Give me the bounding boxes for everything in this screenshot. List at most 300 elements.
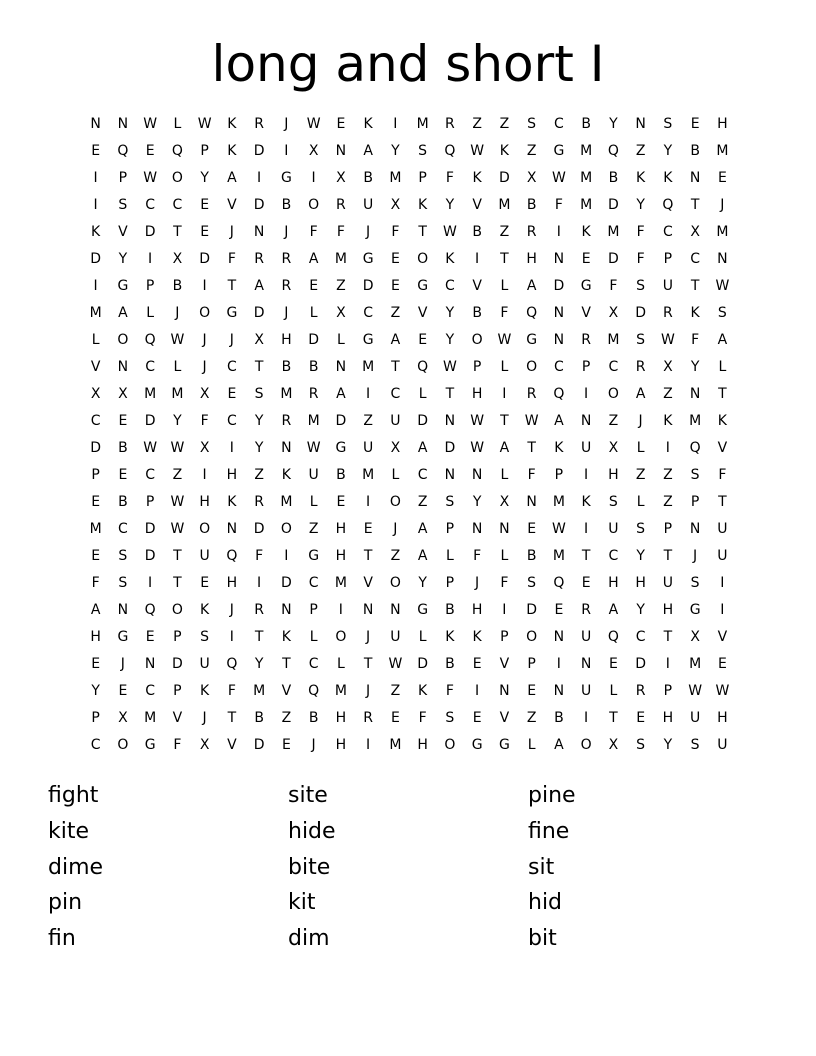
grid-letter: N (390, 602, 401, 618)
grid-letter: I (584, 521, 589, 537)
grid-letter: K (472, 170, 482, 186)
grid-letter: M (498, 197, 511, 213)
grid-letter: D (90, 440, 102, 456)
grid-letter: I (284, 143, 289, 159)
grid-letter: L (609, 683, 618, 699)
grid-letter: Z (635, 143, 646, 159)
grid-letter: Q (689, 440, 701, 456)
grid-letter: D (498, 170, 510, 186)
grid-letter: G (362, 251, 374, 267)
grid-letter: M (334, 683, 347, 699)
grid-row (82, 219, 736, 246)
grid-letter: N (499, 521, 510, 537)
grid-letter: S (445, 710, 455, 726)
grid-letter: K (281, 467, 291, 483)
grid-letter: Q (553, 575, 565, 591)
grid-letter: B (281, 359, 292, 375)
grid-letter: F (500, 575, 509, 591)
grid-letter: K (418, 197, 428, 213)
grid-letter: Q (553, 386, 565, 402)
grid-letter: Z (635, 467, 646, 483)
grid-letter: Y (391, 143, 400, 159)
grid-letter: E (336, 494, 346, 510)
grid-letter: T (581, 548, 591, 564)
grid-letter: I (311, 170, 316, 186)
grid-letter: R (635, 683, 646, 699)
grid-letter: E (608, 656, 618, 672)
grid-letter: Z (254, 467, 264, 483)
grid-letter: I (584, 386, 589, 402)
grid-letter: L (500, 359, 509, 375)
grid-letter: H (662, 602, 674, 618)
grid-letter: R (445, 116, 455, 132)
grid-letter: B (445, 602, 455, 618)
grid-letter: Z (499, 116, 510, 132)
grid-letter: K (581, 494, 591, 510)
grid-letter: I (584, 467, 589, 483)
grid-letter: N (689, 521, 701, 537)
grid-letter: D (90, 251, 102, 267)
grid-letter: E (581, 251, 591, 267)
grid-letter: K (717, 413, 727, 429)
grid-row (82, 462, 736, 489)
grid-letter: I (202, 278, 207, 294)
word-list-item: fine (528, 818, 570, 844)
grid-letter: N (553, 305, 565, 321)
grid-letter: C (226, 413, 237, 429)
grid-letter: U (199, 548, 210, 564)
grid-letter: B (526, 548, 537, 564)
grid-letter: F (391, 224, 400, 240)
grid-letter: X (118, 710, 128, 726)
grid-letter: Y (690, 359, 700, 375)
grid-row (82, 516, 736, 543)
grid-letter: A (554, 413, 564, 429)
grid-letter: K (418, 683, 428, 699)
grid-letter: R (581, 332, 591, 348)
grid-letter: W (388, 656, 403, 672)
grid-letter: F (227, 683, 236, 699)
grid-letter: L (173, 116, 182, 132)
grid-letter: G (580, 278, 592, 294)
grid-letter: J (366, 629, 371, 645)
grid-letter: M (89, 521, 102, 537)
grid-letter: O (171, 602, 183, 618)
grid-letter: H (717, 116, 728, 132)
grid-letter: F (227, 251, 236, 267)
grid-letter: K (445, 629, 455, 645)
grid-letter: C (608, 548, 619, 564)
grid-letter: X (499, 494, 510, 510)
grid-letter: X (199, 737, 210, 753)
grid-letter: W (170, 521, 185, 537)
grid-letter: M (580, 197, 593, 213)
grid-row (82, 489, 736, 516)
grid-letter: I (502, 386, 507, 402)
word-list-item: bit (528, 926, 557, 952)
grid-letter: C (553, 359, 564, 375)
grid-letter: F (554, 197, 563, 213)
grid-letter: C (90, 737, 101, 753)
grid-letter: I (393, 116, 398, 132)
page-title: long and short I (211, 35, 605, 93)
grid-row (82, 435, 736, 462)
grid-letter: Z (526, 710, 537, 726)
grid-letter: M (280, 386, 293, 402)
grid-letter: L (309, 305, 318, 321)
grid-letter: V (472, 278, 482, 294)
grid-letter: X (690, 629, 700, 645)
grid-letter: G (144, 737, 156, 753)
grid-letter: S (418, 143, 428, 159)
grid-letter: W (497, 332, 512, 348)
grid-letter: T (690, 197, 700, 213)
grid-letter: R (526, 224, 537, 240)
word-list-item: sit (528, 854, 555, 880)
grid-letter: S (690, 575, 700, 591)
grid-letter: N (335, 143, 347, 159)
grid-letter: C (635, 629, 646, 645)
grid-letter: L (636, 494, 645, 510)
grid-row (82, 678, 736, 705)
grid-letter: M (716, 224, 729, 240)
grid-letter: F (336, 224, 345, 240)
grid-letter: V (118, 224, 128, 240)
grid-letter: B (363, 170, 373, 186)
grid-letter: N (499, 683, 510, 699)
grid-letter: V (363, 575, 373, 591)
grid-letter: N (689, 170, 701, 186)
grid-letter: F (91, 575, 100, 591)
grid-letter: N (117, 359, 129, 375)
grid-letter: E (472, 656, 482, 672)
grid-letter: H (90, 629, 101, 645)
grid-letter: M (89, 305, 102, 321)
grid-letter: H (717, 710, 728, 726)
grid-letter: P (500, 629, 509, 645)
grid-letter: O (417, 251, 429, 267)
grid-letter: X (118, 386, 128, 402)
grid-letter: N (90, 116, 101, 132)
grid-letter: D (635, 656, 647, 672)
grid-letter: K (554, 440, 564, 456)
grid-letter: R (281, 278, 292, 294)
grid-letter: H (335, 548, 347, 564)
grid-letter: J (311, 737, 316, 753)
grid-letter: E (200, 575, 210, 591)
grid-letter: L (91, 332, 100, 348)
grid-letter: D (444, 440, 456, 456)
grid-letter: V (281, 683, 292, 699)
grid-letter: E (363, 521, 373, 537)
grid-letter: V (227, 197, 237, 213)
grid-letter: D (417, 413, 429, 429)
grid-letter: H (635, 575, 646, 591)
grid-letter: Y (636, 548, 645, 564)
grid-letter: L (500, 548, 509, 564)
grid-letter: P (200, 143, 209, 159)
grid-letter: M (280, 494, 293, 510)
grid-letter: M (552, 494, 565, 510)
grid-letter: T (173, 224, 182, 240)
grid-letter: T (391, 359, 400, 375)
grid-letter: H (471, 602, 483, 618)
grid-letter: E (636, 710, 646, 726)
grid-letter: W (470, 413, 485, 429)
grid-letter: H (335, 710, 347, 726)
grid-letter: E (472, 710, 482, 726)
grid-letter: R (663, 305, 673, 321)
grid-letter: O (444, 737, 456, 753)
grid-letter: I (665, 440, 670, 456)
word-list-item: kite (48, 818, 90, 844)
grid-letter: Q (607, 143, 619, 159)
grid-row (82, 705, 736, 732)
grid-letter: D (280, 575, 292, 591)
grid-letter: H (526, 251, 537, 267)
grid-letter: L (336, 332, 345, 348)
grid-letter: R (254, 251, 264, 267)
grid-letter: O (471, 332, 483, 348)
grid-letter: M (607, 224, 620, 240)
grid-letter: O (171, 170, 183, 186)
grid-letter: P (663, 683, 673, 699)
grid-letter: E (227, 386, 237, 402)
grid-letter: T (718, 494, 727, 510)
grid-letter: Y (663, 143, 673, 159)
grid-letter: Y (609, 116, 618, 132)
grid-letter: W (306, 116, 321, 132)
grid-letter: N (689, 386, 701, 402)
grid-letter: B (526, 197, 537, 213)
grid-letter: L (391, 467, 400, 483)
grid-letter: N (553, 683, 565, 699)
word-list-item: kit (288, 890, 316, 916)
grid-letter: W (551, 521, 566, 537)
grid-letter: F (636, 251, 645, 267)
word-list-item: dim (288, 926, 330, 952)
grid-letter: E (581, 575, 591, 591)
grid-letter: S (690, 467, 700, 483)
grid-letter: T (527, 440, 536, 456)
grid-letter: H (226, 467, 238, 483)
grid-letter: N (553, 332, 565, 348)
grid-letter: Q (171, 143, 183, 159)
grid-letter: E (91, 548, 101, 564)
grid-letter: E (200, 224, 210, 240)
grid-letter: W (442, 224, 457, 240)
grid-letter: Q (417, 359, 429, 375)
grid-letter: O (280, 521, 292, 537)
grid-letter: O (308, 197, 320, 213)
grid-letter: H (199, 494, 210, 510)
grid-letter: P (663, 521, 673, 537)
grid-letter: A (554, 737, 564, 753)
grid-letter: N (144, 656, 156, 672)
grid-letter: E (717, 170, 727, 186)
grid-letter: K (91, 224, 101, 240)
grid-letter: N (226, 521, 238, 537)
grid-letter: Q (444, 143, 456, 159)
grid-row (82, 354, 736, 381)
grid-letter: U (308, 467, 319, 483)
grid-letter: D (553, 278, 565, 294)
grid-letter: I (475, 683, 480, 699)
grid-letter: R (254, 602, 264, 618)
grid-letter: L (309, 629, 318, 645)
grid-row (82, 408, 736, 435)
grid-row (82, 138, 736, 165)
grid-letter: J (720, 197, 725, 213)
grid-letter: Z (663, 494, 673, 510)
grid-letter: T (500, 251, 509, 267)
grid-letter: G (362, 332, 374, 348)
word-list-item: dime (48, 854, 104, 880)
grid-letter: N (253, 224, 265, 240)
grid-letter: W (197, 116, 212, 132)
grid-letter: M (580, 170, 593, 186)
grid-letter: N (471, 467, 483, 483)
grid-letter: H (662, 710, 674, 726)
grid-letter: A (118, 305, 128, 321)
grid-letter: B (118, 440, 128, 456)
grid-letter: A (390, 332, 401, 348)
grid-letter: C (145, 683, 156, 699)
grid-letter: B (472, 224, 482, 240)
grid-letter: V (417, 305, 428, 321)
grid-letter: C (90, 413, 101, 429)
grid-letter: E (390, 251, 400, 267)
grid-letter: X (336, 170, 346, 186)
grid-letter: M (334, 575, 347, 591)
grid-letter: B (445, 656, 455, 672)
grid-letter: L (445, 548, 454, 564)
grid-letter: E (91, 494, 101, 510)
grid-letter: F (718, 467, 727, 483)
grid-letter: B (254, 710, 264, 726)
grid-letter: E (418, 332, 428, 348)
grid-letter: A (417, 440, 428, 456)
grid-letter: R (281, 413, 292, 429)
grid-letter: X (690, 224, 700, 240)
grid-letter: I (257, 170, 262, 186)
grid-letter: M (416, 116, 429, 132)
grid-letter: O (117, 737, 129, 753)
grid-letter: Q (117, 143, 129, 159)
grid-letter: C (690, 251, 701, 267)
grid-letter: U (581, 629, 592, 645)
grid-letter: M (253, 683, 266, 699)
grid-letter: C (390, 386, 401, 402)
grid-letter: M (144, 710, 157, 726)
grid-letter: O (335, 629, 347, 645)
word-list-item: bite (288, 854, 331, 880)
grid-letter: C (117, 521, 128, 537)
grid-letter: I (665, 656, 670, 672)
grid-letter: D (635, 305, 647, 321)
grid-letter: A (336, 386, 346, 402)
grid-letter: O (199, 521, 211, 537)
grid-letter: Z (390, 305, 401, 321)
grid-letter: J (229, 602, 234, 618)
grid-letter: P (118, 170, 128, 186)
grid-letter: M (389, 170, 402, 186)
grid-letter: R (336, 197, 346, 213)
grid-letter: V (499, 710, 510, 726)
grid-letter: M (716, 143, 729, 159)
grid-letter: K (200, 683, 210, 699)
grid-letter: U (690, 710, 701, 726)
word-list-item: site (288, 783, 328, 808)
grid-letter: W (306, 440, 321, 456)
grid-letter: T (254, 359, 264, 375)
grid-letter: J (638, 413, 643, 429)
grid-letter: T (609, 710, 618, 726)
grid-letter: I (584, 710, 589, 726)
grid-letter: K (499, 143, 509, 159)
grid-letter: N (281, 440, 292, 456)
grid-letter: E (91, 143, 101, 159)
grid-letter: F (200, 413, 209, 429)
grid-letter: A (717, 332, 728, 348)
grid-letter: S (690, 737, 700, 753)
grid-letter: A (90, 602, 101, 618)
grid-letter: T (445, 386, 455, 402)
grid-letter: H (226, 575, 238, 591)
grid-letter: A (227, 170, 237, 186)
grid-letter: G (335, 440, 347, 456)
grid-letter: T (718, 386, 727, 402)
grid-letter: X (90, 386, 101, 402)
grid-letter: E (118, 467, 128, 483)
grid-letter: P (554, 467, 564, 483)
grid-letter: X (608, 305, 619, 321)
grid-letter: D (171, 656, 183, 672)
word-list (48, 778, 768, 957)
grid-letter: J (202, 332, 207, 348)
grid-letter: Q (226, 548, 238, 564)
grid-letter: I (366, 494, 371, 510)
grid-letter: E (390, 278, 400, 294)
grid-letter: Z (308, 521, 319, 537)
grid-letter: I (202, 467, 207, 483)
grid-letter: B (308, 359, 319, 375)
word-list-item: fight (48, 783, 99, 808)
grid-letter: K (445, 251, 455, 267)
grid-letter: E (527, 683, 537, 699)
grid-letter: T (173, 575, 182, 591)
grid-letter: V (717, 629, 728, 645)
grid-letter: Q (526, 305, 538, 321)
grid-letter: M (171, 386, 184, 402)
grid-letter: I (229, 629, 234, 645)
grid-letter: I (338, 602, 343, 618)
grid-letter: S (527, 575, 537, 591)
grid-letter: C (363, 305, 374, 321)
grid-letter: O (389, 575, 401, 591)
grid-letter: Y (118, 251, 128, 267)
grid-letter: D (335, 413, 347, 429)
grid-letter: D (144, 224, 156, 240)
grid-letter: F (445, 170, 454, 186)
grid-letter: I (93, 197, 98, 213)
grid-letter: C (662, 224, 673, 240)
grid-letter: R (254, 494, 264, 510)
grid-letter: Q (607, 629, 619, 645)
grid-letter: T (690, 278, 700, 294)
grid-row (82, 624, 736, 651)
grid-letter: O (117, 332, 129, 348)
